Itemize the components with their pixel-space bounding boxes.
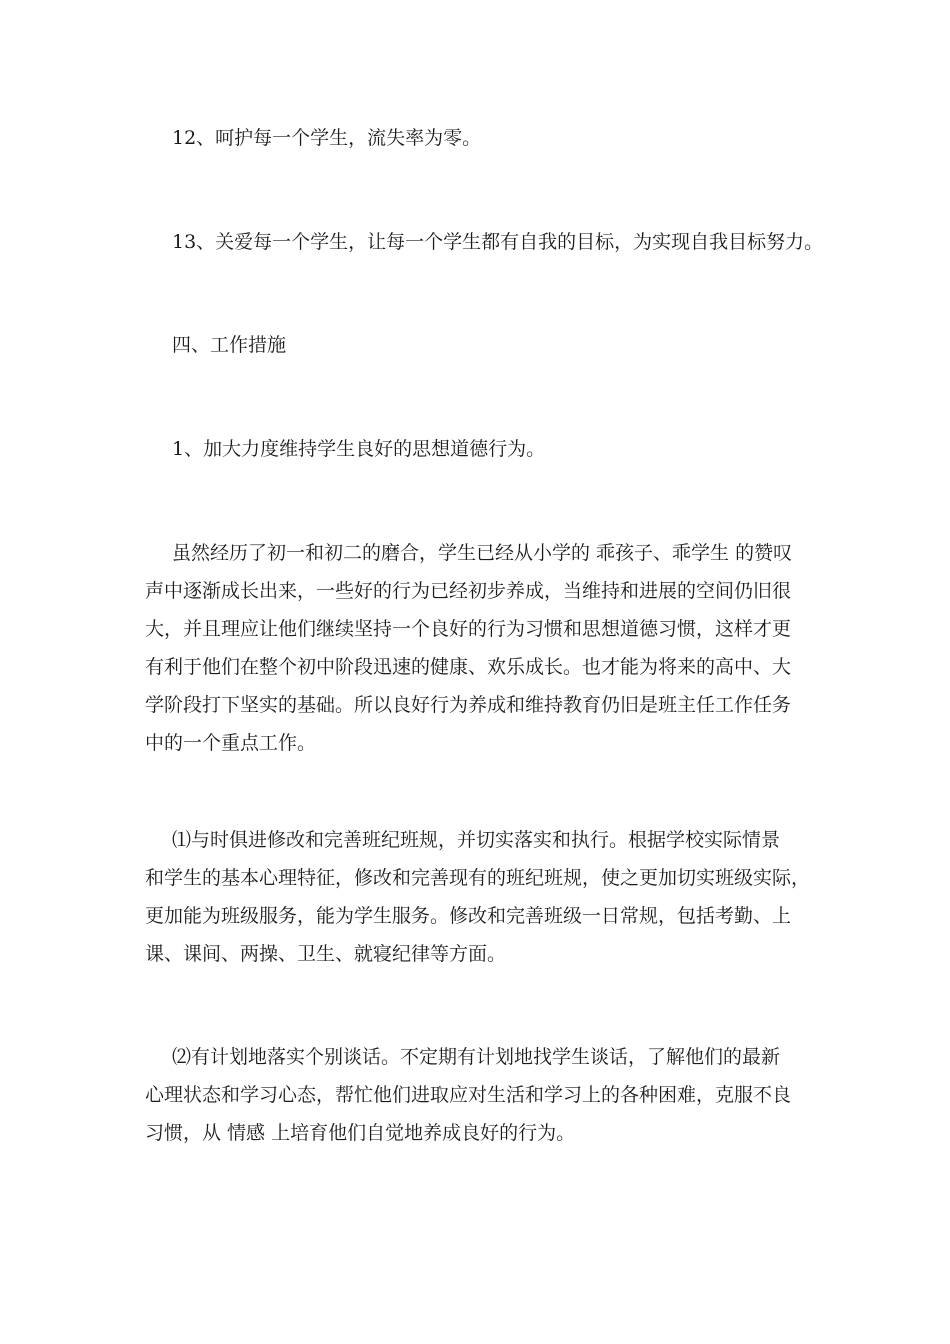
measure-1-line: 有利于他们在整个初中阶段迅速的健康、欢乐成长。也才能为将来的高中、大 (145, 656, 792, 678)
item-13: 13、关爱每一个学生，让每一个学生都有自我的目标，为实现自我目标努力。 (172, 231, 824, 253)
sub-item-1-line: 课、课间、两操、卫生、就寝纪律等方面。 (145, 943, 507, 965)
sub-item-1-line: 和学生的基本心理特征，修改和完善现有的班纪班规，使之更加切实班级实际， (145, 867, 811, 889)
measure-1-line: 虽然经历了初一和初二的磨合，学生已经从小学的 乖孩子、乖学生 的赞叹 (172, 542, 793, 564)
sub-item-2 (145, 1045, 815, 1159)
sub-item-1-line: 更加能为班级服务，能为学生服务。修改和完善班级一日常规，包括考勤、上 (145, 905, 792, 927)
sub-item-1-line: ⑴与时俱进修改和完善班纪班规，并切实落实和执行。根据学校实际情景 (172, 829, 781, 851)
sub-item-1 (145, 828, 815, 980)
sub-item-2-line: 心理状态和学习心态，帮忙他们进取应对生活和学习上的各种困难，克服不良 (145, 1084, 792, 1106)
measure-1-body (145, 541, 815, 769)
measure-1-line: 大，并且理应让他们继续坚持一个良好的行为习惯和思想道德习惯，这样才更 (145, 618, 792, 640)
sub-item-2-line: 习惯，从 情感 上培育他们自觉地养成良好的行为。 (145, 1122, 576, 1144)
sub-item-2-line: ⑵有计划地落实个别谈话。不定期有计划地找学生谈话，了解他们的最新 (172, 1046, 781, 1068)
item-12: 12、呵护每一个学生，流失率为零。 (172, 127, 482, 149)
measure-1-heading: 1、加大力度维持学生良好的思想道德行为。 (172, 438, 546, 460)
section-heading: 四、工作措施 (172, 334, 287, 356)
measure-1-line: 中的一个重点工作。 (145, 732, 317, 754)
measure-1-line: 学阶段打下坚实的基础。所以良好行为养成和维持教育仍旧是班主任工作任务 (145, 694, 792, 716)
measure-1-line: 声中逐渐成长出来，一些好的行为已经初步养成，当维持和进展的空间仍旧很 (145, 580, 792, 602)
